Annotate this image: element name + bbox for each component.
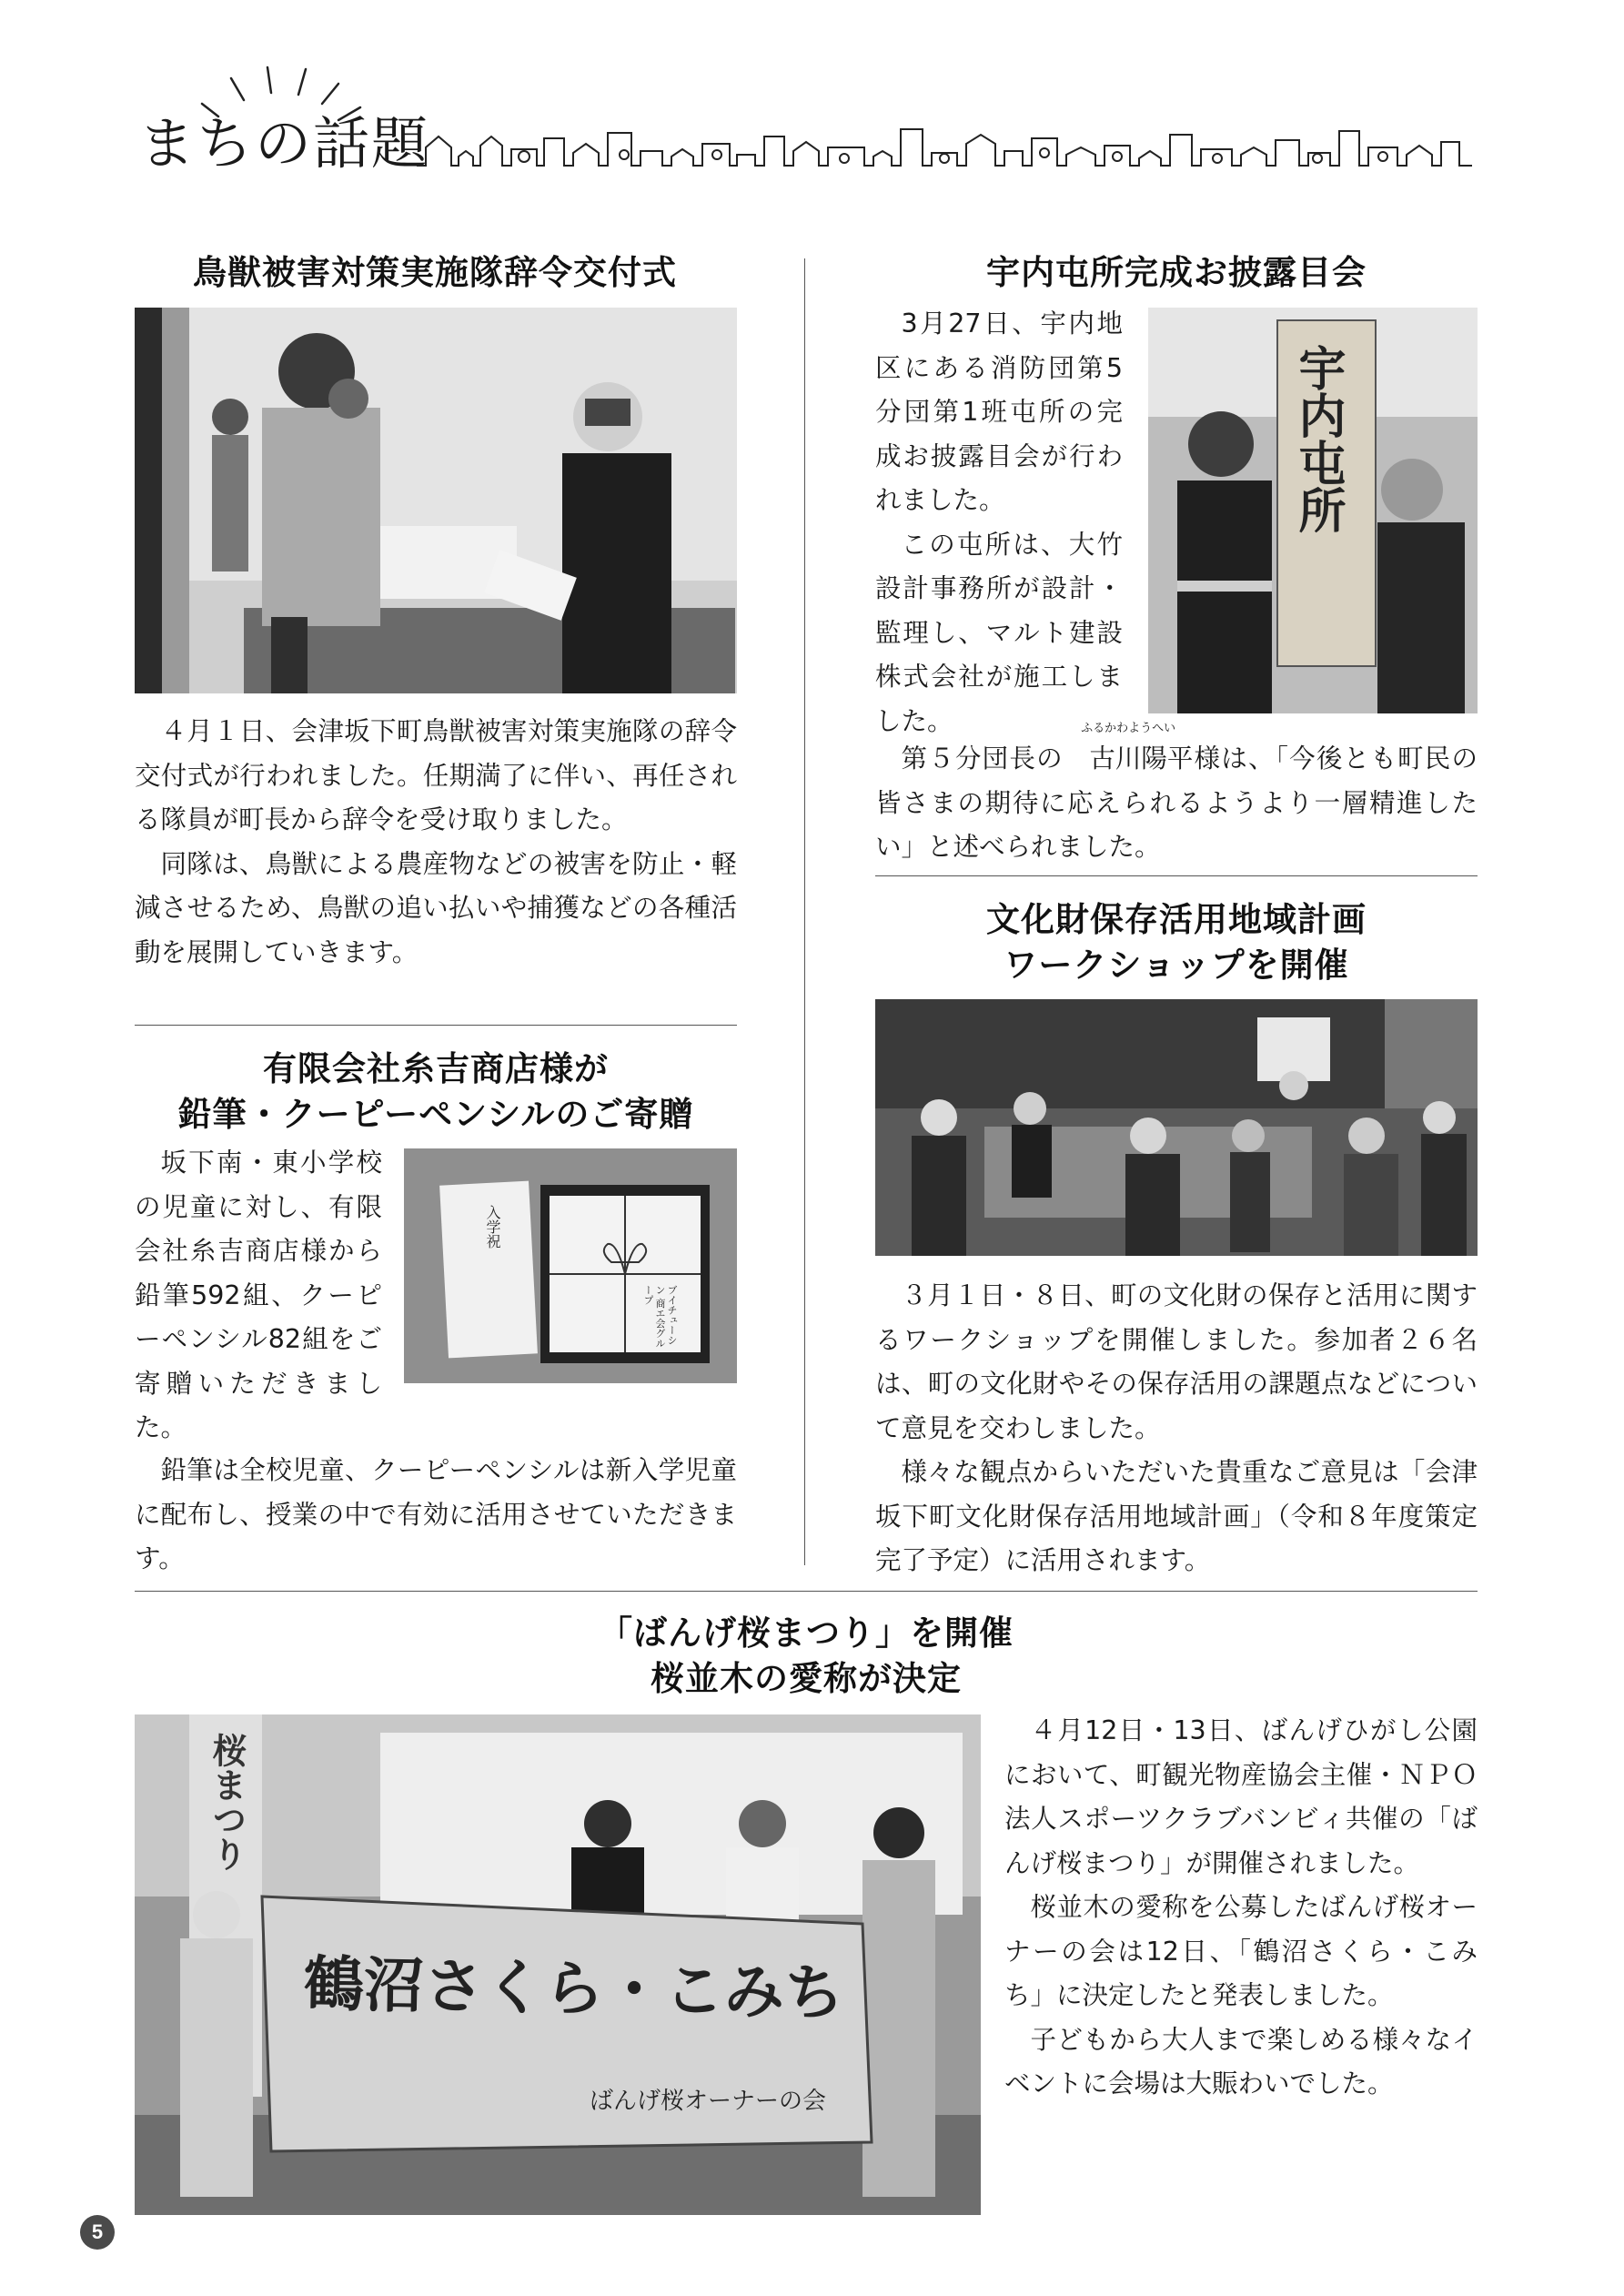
article-title-bange	[135, 1611, 1478, 1702]
town-skyline-decoration	[417, 111, 1472, 177]
article-title-bunkazai	[875, 897, 1478, 988]
article-bottom-text-uchinai	[875, 722, 1478, 870]
photo-choju-ceremony	[135, 308, 737, 693]
title-line: 有限会社糸吉商店様が	[263, 1049, 609, 1088]
text-fragment: 様は、「今後とも町民の皆さまの期待に応えられるようより一層精進したい」と述べられました。	[875, 743, 1478, 862]
name-with-ruby	[1064, 722, 1194, 782]
article-body-bunkazai	[875, 1274, 1478, 1583]
photo-bunkazai-workshop	[875, 999, 1478, 1256]
banner-text: 鶴沼さくら・こみち	[303, 1948, 845, 2029]
photo-bange-banner	[135, 1714, 981, 2215]
article-title-uchinai: 宇内屯所完成お披露目会	[986, 253, 1367, 292]
title-line: ワークショップを開催	[1004, 946, 1349, 985]
page-header	[127, 55, 1474, 191]
divider	[135, 1591, 1478, 1592]
paragraph: 桜並木の愛称を公募したばんげ桜オーナーの会は12日、「鶴沼さくら・こみち」に決定したと発表しました。	[1004, 1892, 1478, 2010]
article-side-text-uchinai	[875, 302, 1123, 743]
title-line: 鉛筆・クーピーペンシルのご寄贈	[177, 1095, 694, 1134]
photo-itoyoshi-donation	[404, 1148, 737, 1383]
article-title-itoyoshi	[135, 1047, 737, 1138]
paragraph	[875, 722, 1478, 870]
paragraph: ４月12日・13日、ばんげひがし公園において、町観光物産協会主催・ＮＰＯ法人スポーツクラブバンビィ共催の「ばんげ桜まつり」が開催されました。	[1004, 1715, 1478, 1878]
paragraph: 坂下南・東小学校の児童に対し、有限会社糸吉商店様から鉛筆592組、クーピーペンシル82組をご寄贈いただきました。	[135, 1148, 382, 1442]
article-body-bange	[1004, 1709, 1478, 2107]
flag-text: 桜まつり	[207, 1733, 247, 1871]
text-fragment: 第５分団長の	[901, 743, 1064, 774]
page-title: まちの話題	[138, 110, 430, 177]
paragraph: 鉛筆は全校児童、クーピーペンシルは新入学児童に配布し、授業の中で有効に活用させていただきます。	[135, 1455, 737, 1573]
paragraph: ３月１日・８日、町の文化財の保存と活用に関するワークショップを開催しました。参加者２６名は、町の文化財やその保存活用の課題点などについて意見を交わしました。	[875, 1280, 1478, 1443]
article-title-choju: 鳥獣被害対策実施隊辞令交付式	[193, 253, 677, 292]
column-divider	[804, 258, 805, 1565]
title-line: 「ばんげ桜まつり」を開催	[599, 1613, 1014, 1653]
article-bottom-text-itoyoshi	[135, 1449, 737, 1582]
paragraph: この屯所は、大竹設計事務所が設計・監理し、マルト建設株式会社が施工しました。	[875, 529, 1123, 736]
title-line: 桜並木の愛称が決定	[651, 1659, 962, 1698]
article-body-choju	[135, 710, 737, 975]
banner-subtext: ばんげ桜オーナーの会	[590, 2088, 827, 2115]
divider	[875, 875, 1478, 876]
gift-label: ブイチューシン 商エ会グループ	[642, 1285, 678, 1349]
article-side-text-itoyoshi	[135, 1141, 382, 1451]
divider	[135, 1025, 737, 1026]
paragraph: 子どもから大人まで楽しめる様々なイベントに会場は大賑わいでした。	[1004, 2024, 1478, 2099]
envelope-label: 入学祝	[484, 1205, 501, 1249]
page-number-badge: 5	[80, 2215, 115, 2250]
paragraph: 3月27日、宇内地区にある消防団第5分団第1班屯所の完成お披露目会が行われました。	[875, 308, 1123, 515]
sign-text: 宇内屯所	[1290, 344, 1346, 533]
photo-uchinai-sign	[1148, 308, 1478, 713]
ruby-reading: ふるかわようへい	[1081, 722, 1176, 735]
title-line: 文化財保存活用地域計画	[986, 900, 1367, 939]
paragraph: 同隊は、鳥獣による農産物などの被害を防止・軽減させるため、鳥獣の追い払いや捕獲などの各種活動を展開していきます。	[135, 848, 737, 967]
person-name: 古川陽平	[1089, 743, 1194, 774]
paragraph: 様々な観点からいただいた貴重なご意見は「会津坂下町文化財保存活用地域計画」（令和８年度策定完了予定）に活用されます。	[875, 1457, 1478, 1575]
paragraph: ４月１日、会津坂下町鳥獣被害対策実施隊の辞令交付式が行われました。任期満了に伴い、再任される隊員が町長から辞令を受け取りました。	[135, 716, 737, 834]
